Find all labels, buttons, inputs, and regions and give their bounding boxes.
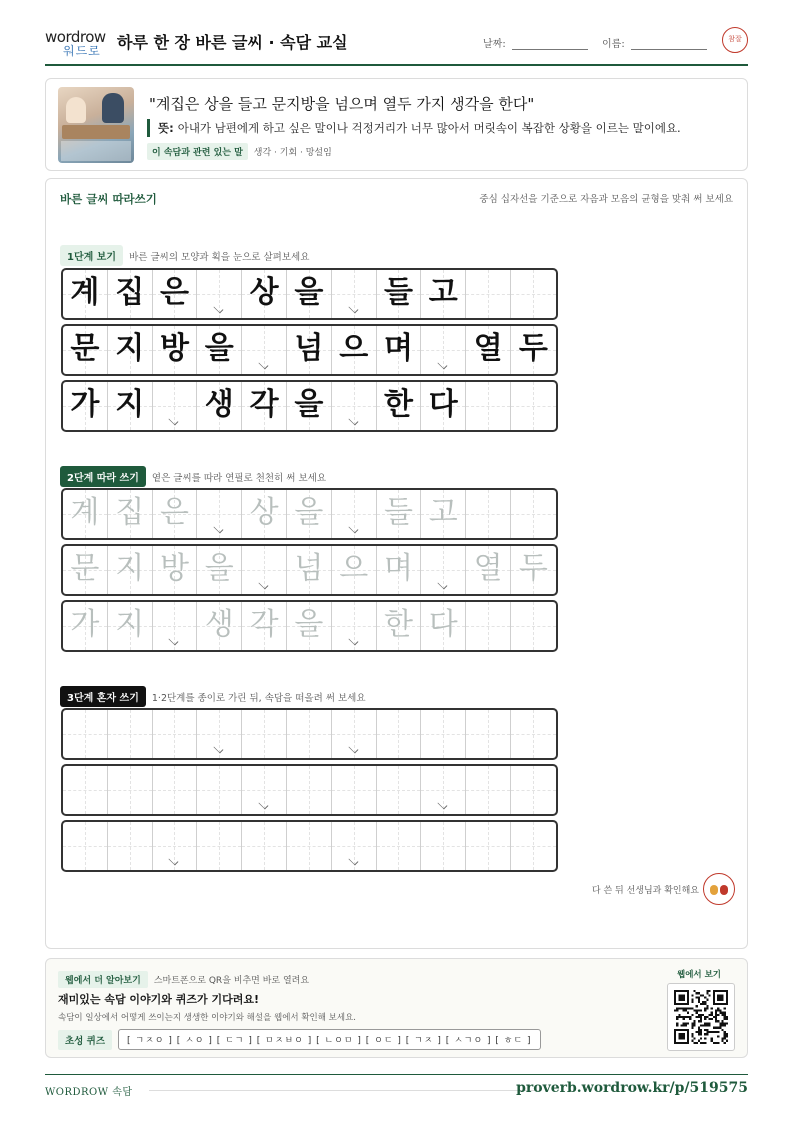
- grid-cell[interactable]: [511, 766, 556, 814]
- writing-row[interactable]: [61, 708, 558, 760]
- grid-char: 넘: [294, 331, 324, 366]
- grid-cell[interactable]: [287, 822, 332, 870]
- grid-cell[interactable]: [197, 766, 242, 814]
- related-badge: 이 속담과 관련 있는 말: [147, 143, 248, 160]
- grid-cell[interactable]: [377, 490, 422, 538]
- space-mark-icon: [214, 524, 224, 534]
- web-more-box: [45, 958, 748, 1058]
- writing-row[interactable]: [61, 764, 558, 816]
- proverb-card: [45, 78, 748, 171]
- writing-row[interactable]: [61, 820, 558, 872]
- grid-cell[interactable]: [466, 766, 511, 814]
- grid-char: 을: [294, 387, 324, 422]
- grid-char: 을: [294, 275, 324, 310]
- grid-cell[interactable]: [153, 766, 198, 814]
- grid-char: 지: [115, 551, 145, 586]
- praise-stamp-icon: [722, 27, 748, 53]
- name-label: 이름:: [602, 39, 625, 50]
- date-field[interactable]: [483, 35, 588, 50]
- grid-char: 한: [383, 607, 413, 642]
- space-mark-icon: [348, 856, 358, 866]
- meaning-text: 아내가 남편에게 하고 싶은 말이나 걱정거리가 너무 많아서 머릿속이 복잡한 상황을 이르는 말이에요.: [177, 121, 681, 135]
- space-mark-icon: [214, 744, 224, 754]
- practice-tip: 중심 십자선을 기준으로 자음과 모음의 균형을 맞춰 써 보세요: [479, 194, 733, 205]
- grid-char: 고: [428, 275, 458, 310]
- teacher-stamp-icon: [703, 873, 735, 905]
- grid-cell[interactable]: [197, 602, 242, 650]
- grid-char: 가: [70, 387, 100, 422]
- space-mark-icon: [438, 360, 448, 370]
- grid-cell[interactable]: [511, 822, 556, 870]
- grid-char: 은: [160, 495, 189, 530]
- grid-cell[interactable]: [63, 546, 108, 594]
- grid-char: 가: [70, 607, 100, 642]
- grid-cell[interactable]: [108, 710, 153, 758]
- grid-cell[interactable]: [466, 710, 511, 758]
- wordrow-logo: [45, 28, 107, 58]
- grid-cell[interactable]: [63, 602, 108, 650]
- grid-cell[interactable]: [466, 490, 511, 538]
- space-mark-icon: [169, 416, 179, 426]
- step2-badge: 2단계 따라 쓰기: [60, 466, 146, 487]
- grid-cell: [108, 270, 153, 318]
- space-mark-icon: [348, 304, 358, 314]
- space-mark-icon: [259, 800, 269, 810]
- page-header: [45, 26, 748, 66]
- grid-char: 방: [160, 551, 189, 586]
- space-mark-icon: [259, 580, 269, 590]
- grid-cell[interactable]: [242, 710, 287, 758]
- grid-char: 생: [204, 607, 234, 642]
- grid-char: 상: [249, 275, 279, 310]
- proverb-meaning: [147, 119, 681, 137]
- grid-cell: [153, 382, 198, 430]
- grid-cell: [377, 382, 422, 430]
- step1-header: [60, 245, 309, 266]
- practice-section: [45, 178, 748, 949]
- step2-header: [60, 466, 326, 487]
- logo-sub: 워드로: [63, 44, 101, 58]
- grid-cell[interactable]: [466, 822, 511, 870]
- grid-cell: [63, 270, 108, 318]
- grid-cell: [332, 382, 377, 430]
- space-mark-icon: [348, 636, 358, 646]
- grid-cell[interactable]: [332, 546, 377, 594]
- grid-cell[interactable]: [332, 822, 377, 870]
- grid-cell[interactable]: [511, 490, 556, 538]
- grid-cell: [287, 270, 332, 318]
- grid-char: 지: [115, 387, 145, 422]
- writing-row: [61, 324, 558, 376]
- grid-char: 한: [383, 387, 413, 422]
- grid-char: 집: [115, 495, 145, 530]
- grid-cell[interactable]: [421, 710, 466, 758]
- grid-cell: [332, 270, 377, 318]
- grid-char: 을: [204, 331, 234, 366]
- practice-title: 바른 글씨 따라쓰기: [60, 192, 157, 206]
- grid-cell[interactable]: [377, 602, 422, 650]
- grid-cell: [466, 270, 511, 318]
- space-mark-icon: [169, 636, 179, 646]
- step3-desc: 1·2단계를 종이로 가린 뒤, 속담을 떠올려 써 보세요: [151, 693, 366, 704]
- grid-char: 계: [70, 495, 100, 530]
- grid-cell: [377, 326, 422, 374]
- grid-cell: [242, 326, 287, 374]
- grid-cell[interactable]: [63, 822, 108, 870]
- grid-char: 계: [70, 275, 100, 310]
- grid-char: 며: [383, 331, 413, 366]
- grid-char: 며: [383, 551, 413, 586]
- grid-cell[interactable]: [108, 490, 153, 538]
- proverb-illustration: [58, 87, 134, 163]
- grid-cell[interactable]: [421, 490, 466, 538]
- grid-cell[interactable]: [511, 546, 556, 594]
- grid-cell: [421, 382, 466, 430]
- grid-char: 문: [70, 331, 100, 366]
- chosung-quiz: [58, 1029, 541, 1050]
- related-text: 생각 · 기회 · 망설임: [253, 148, 332, 158]
- space-mark-icon: [348, 416, 358, 426]
- footer-brand: WORDROW 속담: [45, 1087, 133, 1098]
- space-mark-icon: [169, 856, 179, 866]
- grid-cell[interactable]: [242, 766, 287, 814]
- grid-cell[interactable]: [511, 602, 556, 650]
- grid-cell: [197, 382, 242, 430]
- meaning-label: 뜻:: [158, 121, 174, 135]
- grid-cell[interactable]: [421, 822, 466, 870]
- grid-char: 을: [294, 607, 324, 642]
- space-mark-icon: [348, 524, 358, 534]
- grid-cell: [377, 270, 422, 318]
- related-words: [147, 143, 332, 160]
- grid-cell[interactable]: [377, 822, 422, 870]
- proverb-title: "계집은 상을 들고 문지방을 넘으며 열두 가지 생각을 한다": [149, 95, 535, 113]
- grid-char: 고: [428, 495, 458, 530]
- space-mark-icon: [438, 800, 448, 810]
- writing-row[interactable]: [61, 488, 558, 540]
- grid-cell: [511, 270, 556, 318]
- name-field[interactable]: [602, 35, 707, 50]
- grid-cell[interactable]: [287, 710, 332, 758]
- page-title: 하루 한 장 바른 글씨 · 속담 교실: [117, 33, 348, 52]
- logo-text: wordrow: [45, 28, 106, 46]
- grid-char: 열: [473, 551, 503, 586]
- grid-cell[interactable]: [421, 602, 466, 650]
- grid-cell[interactable]: [197, 710, 242, 758]
- grid-char: 은: [160, 275, 189, 310]
- grid-cell: [511, 326, 556, 374]
- grid-cell[interactable]: [332, 490, 377, 538]
- grid-cell[interactable]: [287, 766, 332, 814]
- grid-cell[interactable]: [197, 822, 242, 870]
- grid-cell[interactable]: [466, 546, 511, 594]
- grid-char: 으: [339, 551, 369, 586]
- writing-row[interactable]: [61, 600, 558, 652]
- grid-cell: [63, 382, 108, 430]
- grid-char: 집: [115, 275, 145, 310]
- grid-cell[interactable]: [242, 546, 287, 594]
- space-mark-icon: [259, 360, 269, 370]
- grid-char: 넘: [294, 551, 324, 586]
- writing-row: [61, 380, 558, 432]
- qr-code-icon[interactable]: [667, 983, 735, 1051]
- web-headline: 재미있는 속담 이야기와 퀴즈가 기다려요!: [58, 993, 259, 1006]
- grid-cell: [421, 326, 466, 374]
- grid-cell: [287, 326, 332, 374]
- grid-char: 다: [428, 387, 458, 422]
- grid-cell[interactable]: [108, 546, 153, 594]
- grid-cell[interactable]: [287, 490, 332, 538]
- quiz-box: [ ㄱㅈㅇ ] [ ㅅㅇ ] [ ㄷㄱ ] [ ㅁㅈㅂㅇ ] [ ㄴㅇㅁ ] [ ㅇㄷ ] [ ㄱㅈ ] [ ㅅㄱㅇ ] [ ㅎㄷ ]: [118, 1029, 541, 1050]
- grid-cell[interactable]: [153, 602, 198, 650]
- grid-cell[interactable]: [377, 710, 422, 758]
- step1-desc: 바른 글씨의 모양과 획을 눈으로 살펴보세요: [129, 252, 310, 263]
- grid-cell[interactable]: [153, 822, 198, 870]
- grid-cell: [421, 270, 466, 318]
- grid-cell: [511, 382, 556, 430]
- space-mark-icon: [438, 580, 448, 590]
- space-mark-icon: [348, 744, 358, 754]
- grid-char: 생: [204, 387, 234, 422]
- web-desc: 속담이 일상에서 어떻게 쓰이는지 생생한 이야기와 해설을 웹에서 확인해 보세요.: [58, 1013, 356, 1023]
- grid-cell[interactable]: [63, 710, 108, 758]
- grid-char: 을: [294, 495, 324, 530]
- grid-cell[interactable]: [287, 546, 332, 594]
- grid-cell[interactable]: [197, 490, 242, 538]
- web-badge: 웹에서 더 알아보기: [58, 971, 148, 988]
- writing-row[interactable]: [61, 544, 558, 596]
- grid-cell: [63, 326, 108, 374]
- grid-cell: [287, 382, 332, 430]
- grid-cell[interactable]: [242, 822, 287, 870]
- stamp-text: 참잘: [728, 35, 742, 43]
- grid-cell: [242, 382, 287, 430]
- grid-cell[interactable]: [421, 766, 466, 814]
- quiz-label: 초성 퀴즈: [58, 1030, 112, 1050]
- grid-char: 두: [518, 331, 548, 366]
- grid-char: 지: [115, 607, 145, 642]
- grid-cell: [108, 382, 153, 430]
- space-mark-icon: [214, 304, 224, 314]
- grid-cell[interactable]: [242, 490, 287, 538]
- grid-char: 다: [428, 607, 458, 642]
- grid-cell[interactable]: [153, 490, 198, 538]
- grid-cell[interactable]: [332, 602, 377, 650]
- grid-cell[interactable]: [63, 490, 108, 538]
- page-footer: [45, 1074, 748, 1098]
- grid-cell[interactable]: [108, 602, 153, 650]
- grid-cell[interactable]: [108, 766, 153, 814]
- grid-cell[interactable]: [242, 602, 287, 650]
- grid-cell[interactable]: [332, 766, 377, 814]
- grid-cell[interactable]: [377, 766, 422, 814]
- step3-header: [60, 686, 366, 707]
- grid-cell: [332, 326, 377, 374]
- grid-cell: [197, 270, 242, 318]
- grid-char: 으: [339, 331, 369, 366]
- writing-row: [61, 268, 558, 320]
- teacher-check-text: 다 쓴 뒤 선생님과 확인해요: [591, 886, 699, 896]
- grid-char: 각: [249, 607, 279, 642]
- step1-badge: 1단계 보기: [60, 245, 123, 266]
- grid-char: 문: [70, 551, 100, 586]
- grid-cell[interactable]: [108, 822, 153, 870]
- web-badge-row: [58, 971, 309, 988]
- grid-char: 열: [473, 331, 503, 366]
- grid-cell[interactable]: [153, 710, 198, 758]
- web-badge-desc: 스마트폰으로 QR을 비추면 바로 열려요: [153, 976, 310, 986]
- date-label: 날짜:: [483, 39, 506, 50]
- footer-url[interactable]: proverb.wordrow.kr/p/519575: [516, 1080, 748, 1096]
- grid-cell: [197, 326, 242, 374]
- step2-desc: 옅은 글씨를 따라 연필로 천천히 써 보세요: [151, 473, 327, 484]
- grid-cell[interactable]: [153, 546, 198, 594]
- grid-cell: [153, 270, 198, 318]
- grid-char: 들: [383, 495, 413, 530]
- grid-char: 상: [249, 495, 279, 530]
- grid-char: 각: [249, 387, 279, 422]
- grid-cell: [242, 270, 287, 318]
- grid-cell: [108, 326, 153, 374]
- grid-char: 을: [204, 551, 234, 586]
- grid-cell[interactable]: [421, 546, 466, 594]
- grid-char: 지: [115, 331, 145, 366]
- grid-char: 들: [383, 275, 413, 310]
- grid-cell: [466, 382, 511, 430]
- grid-cell[interactable]: [377, 546, 422, 594]
- grid-cell: [466, 326, 511, 374]
- grid-cell[interactable]: [197, 546, 242, 594]
- grid-cell[interactable]: [466, 602, 511, 650]
- grid-char: 두: [518, 551, 548, 586]
- grid-char: 방: [160, 331, 189, 366]
- grid-cell: [153, 326, 198, 374]
- grid-cell[interactable]: [287, 602, 332, 650]
- grid-cell[interactable]: [63, 766, 108, 814]
- qr-label: 웹에서 보기: [676, 970, 721, 980]
- grid-cell[interactable]: [511, 710, 556, 758]
- grid-cell[interactable]: [332, 710, 377, 758]
- step3-badge: 3단계 혼자 쓰기: [60, 686, 146, 707]
